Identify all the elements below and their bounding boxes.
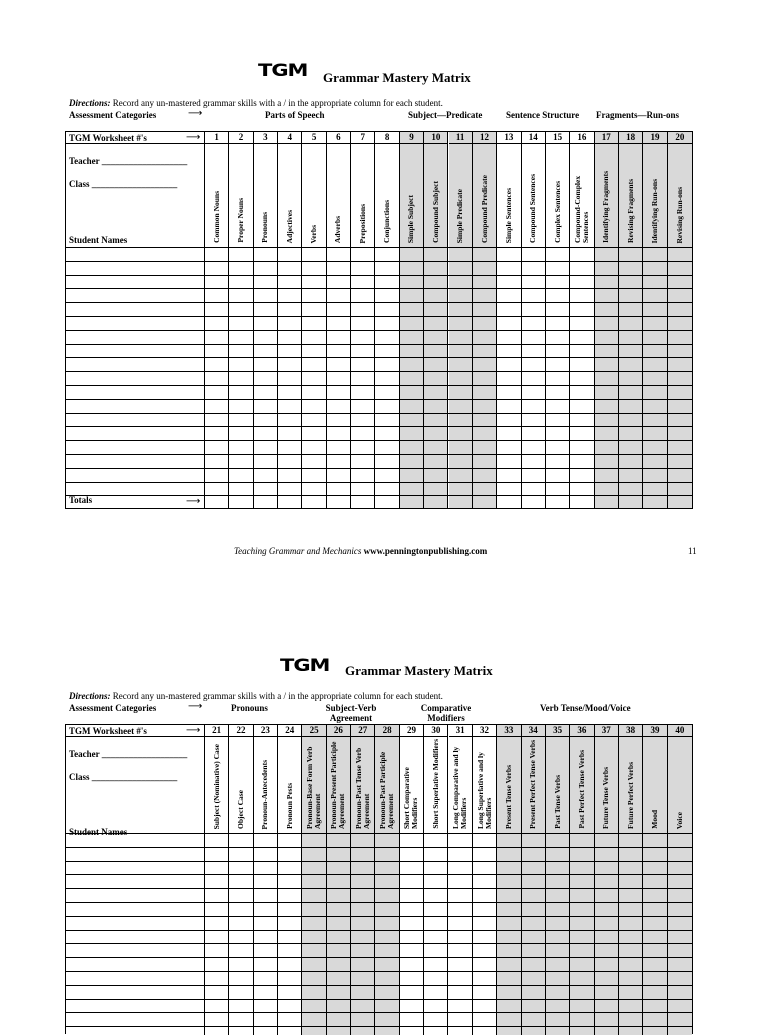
worksheet-number: 28 (375, 725, 398, 737)
teacher-field[interactable]: Teacher ___________________ (69, 749, 188, 759)
arrow-right-icon: ⟶ (186, 132, 201, 143)
worksheet-column (424, 725, 448, 1035)
matrix-grid (65, 724, 693, 1034)
skill-label: Mood (649, 810, 659, 829)
skill-label: Common Nouns (211, 191, 221, 243)
worksheet-column (570, 132, 594, 508)
student-row-line (66, 454, 692, 455)
student-row-line (66, 440, 692, 441)
skill-label: Voice (674, 811, 684, 829)
student-row-line (66, 833, 692, 834)
worksheet-number: 21 (205, 725, 228, 737)
student-row-line (66, 888, 692, 889)
skill-label: Simple Sentences (503, 187, 513, 243)
worksheet-column (278, 132, 302, 508)
student-row-line (66, 302, 692, 303)
skill-label: Short Superlative Modifiers (430, 739, 440, 829)
skill-label: Pronoun-Past Participle Agreement (378, 751, 396, 829)
skill-label: Future Tense Verbs (601, 767, 611, 829)
worksheet-column (327, 725, 351, 1035)
student-row-line (66, 495, 692, 496)
skill-label: Long Comparative and ly Modifiers (451, 746, 469, 829)
worksheet-column (302, 725, 326, 1035)
skill-label: Past Perfect Tense Verbs (576, 750, 586, 829)
worksheet-column (229, 725, 253, 1035)
student-row-line (66, 413, 692, 414)
skill-label: Long Superlative and ly Modifiers (475, 752, 493, 829)
student-name-column (66, 725, 205, 1035)
worksheet-number: 37 (595, 725, 618, 737)
directions-label: Directions: (69, 98, 111, 108)
worksheet-column (351, 132, 375, 508)
student-row-line (66, 957, 692, 958)
directions-text: Record any un-mastered grammar skills with a / in the appropriate column for each student. (112, 98, 443, 108)
worksheet-number: 1 (205, 132, 228, 144)
skill-label: Future Perfect Verbs (625, 762, 635, 829)
worksheet-column (351, 725, 375, 1035)
student-row-line (66, 999, 692, 1000)
worksheet-number: 19 (643, 132, 666, 144)
arrow-right-icon: ⟶ (188, 108, 203, 119)
student-row-line (66, 482, 692, 483)
skill-label: Compound Predicate (479, 175, 489, 243)
matrix-grid (65, 131, 693, 509)
worksheet-column (473, 725, 497, 1035)
skill-label: Adjectives (284, 209, 294, 243)
worksheet-number: 3 (254, 132, 277, 144)
worksheet-number: 32 (473, 725, 496, 737)
worksheet-number: 25 (302, 725, 325, 737)
worksheet-column (668, 725, 692, 1035)
directions (69, 98, 443, 108)
class-field[interactable]: Class ___________________ (69, 772, 178, 782)
student-row-line (66, 916, 692, 917)
assessment-categories-label: Assessment Categories (69, 110, 157, 120)
student-names-label: Student Names (69, 235, 128, 245)
category-label: Subject-Verb Agreement (325, 703, 377, 723)
skill-label: Pronoun-Present Participle Agreement (329, 741, 347, 829)
matrix-title: Grammar Mastery Matrix (345, 663, 493, 678)
worksheet-number: 26 (327, 725, 350, 737)
skill-label: Present Tense Verbs (503, 764, 513, 829)
worksheet-column (278, 725, 302, 1035)
category-label: Sentence Structure (506, 110, 580, 120)
worksheet-column (546, 725, 570, 1035)
worksheet-column (619, 725, 643, 1035)
category-label: Verb Tense/Mood/Voice (540, 703, 631, 713)
student-row-line (66, 247, 692, 248)
worksheet-column (546, 132, 570, 508)
skill-label: Verbs (309, 224, 319, 243)
directions-text: Record any un-mastered grammar skills with a / in the appropriate column for each student. (112, 691, 443, 701)
worksheet-number: 18 (619, 132, 642, 144)
student-row-line (66, 985, 692, 986)
worksheet-column (375, 725, 399, 1035)
student-row-line (66, 902, 692, 903)
skill-label: Prepositions (357, 203, 367, 243)
category-label: Pronouns (231, 703, 268, 713)
worksheet-number: 2 (229, 132, 252, 144)
student-row-line (66, 1012, 692, 1013)
worksheet-column (497, 725, 521, 1035)
teacher-field[interactable]: Teacher ___________________ (69, 156, 188, 166)
skill-label: Adverbs (333, 215, 343, 243)
page-footer (234, 546, 487, 556)
worksheet-number: 23 (254, 725, 277, 737)
skill-label: Present Perfect Tense Verbs (528, 740, 538, 829)
worksheet-column (473, 132, 497, 508)
worksheet-column (327, 132, 351, 508)
worksheet-column (229, 132, 253, 508)
book-title: Teaching Grammar and Mechanics (234, 546, 362, 556)
worksheet-column (497, 132, 521, 508)
worksheet-number: 11 (449, 132, 472, 144)
worksheet-number: 31 (449, 725, 472, 737)
worksheet-column (254, 725, 278, 1035)
skill-label: Simple Predicate (455, 188, 465, 243)
assessment-categories-label: Assessment Categories (69, 703, 157, 713)
page-number: 11 (688, 546, 697, 556)
worksheet-number: 9 (400, 132, 423, 144)
worksheet-column (570, 725, 594, 1035)
worksheet-number: 40 (668, 725, 692, 737)
student-row-line (66, 385, 692, 386)
student-row-line (66, 288, 692, 289)
student-row-line (66, 261, 692, 262)
skill-label: Conjunctions (382, 200, 392, 243)
student-row-line (66, 874, 692, 875)
worksheet-column (400, 132, 424, 508)
worksheet-number: 27 (351, 725, 374, 737)
worksheet-number: 36 (570, 725, 593, 737)
student-row-line (66, 971, 692, 972)
worksheet-label: TGM Worksheet #'s (69, 133, 147, 143)
worksheet-column (254, 132, 278, 508)
worksheet-number: 30 (424, 725, 447, 737)
worksheet-column (595, 132, 619, 508)
worksheet-number: 33 (497, 725, 520, 737)
worksheet-column (400, 725, 424, 1035)
worksheet-column (424, 132, 448, 508)
matrix-title: Grammar Mastery Matrix (323, 70, 471, 85)
worksheet-column (205, 132, 229, 508)
skill-label: Pronoun-Past Tense Verb Agreement (353, 747, 371, 829)
worksheet-column (302, 132, 326, 508)
skill-label: Subject (Nominative) Case (211, 743, 221, 829)
skill-label: Compound Subject (430, 181, 440, 243)
worksheet-number: 35 (546, 725, 569, 737)
student-row-line (66, 399, 692, 400)
skill-label: Proper Nouns (236, 198, 246, 243)
category-label: Subject—Predicate (408, 110, 483, 120)
worksheet-number: 20 (668, 132, 692, 144)
student-row-line (66, 943, 692, 944)
arrow-right-icon: ⟶ (188, 701, 203, 712)
skill-label: Pronoun-Antecedents (260, 759, 270, 829)
student-row-line (66, 371, 692, 372)
worksheet-number: 24 (278, 725, 301, 737)
skill-label: Compound Sentences (528, 174, 538, 243)
arrow-right-icon: ⟶ (186, 725, 201, 736)
arrow-right-icon: ⟶ (186, 496, 201, 507)
skill-label: Object Case (236, 790, 246, 829)
worksheet-number: 22 (229, 725, 252, 737)
publisher-url[interactable]: www.penningtonpublishing.com (363, 546, 488, 556)
worksheet-column (449, 132, 473, 508)
tgm-logo: TGM (280, 655, 330, 675)
worksheet-label: TGM Worksheet #'s (69, 726, 147, 736)
student-row-line (66, 330, 692, 331)
worksheet-column (643, 725, 667, 1035)
student-row-line (66, 861, 692, 862)
skill-label: Simple Subject (406, 194, 416, 243)
worksheet-number: 17 (595, 132, 618, 144)
worksheet-column (643, 132, 667, 508)
directions-label: Directions: (69, 691, 111, 701)
skill-label: Past Tense Verbs (552, 775, 562, 829)
skill-label: Revising Run-ons (674, 186, 684, 243)
student-row-line (66, 930, 692, 931)
skill-label: Compound-Complex Sentences (572, 175, 590, 243)
skill-label: Pronoun-Base Form Verb Agreement (305, 746, 323, 829)
worksheet-number: 15 (546, 132, 569, 144)
skill-label: Identifying Fragments (601, 171, 611, 243)
category-label: Parts of Speech (265, 110, 325, 120)
worksheet-column (522, 725, 546, 1035)
skill-label: Complex Sentences (552, 181, 562, 243)
student-names-label: Student Names (69, 827, 128, 837)
worksheet-column (668, 132, 692, 508)
worksheet-column (449, 725, 473, 1035)
worksheet-column (595, 725, 619, 1035)
student-row-line (66, 468, 692, 469)
worksheet-number: 10 (424, 132, 447, 144)
skill-label: Revising Fragments (625, 179, 635, 243)
category-label: Fragments—Run-ons (596, 110, 680, 120)
student-row-line (66, 357, 692, 358)
worksheet-column (375, 132, 399, 508)
worksheet-number: 8 (375, 132, 398, 144)
tgm-logo: TGM (258, 60, 308, 80)
skill-label: Pronouns (260, 212, 270, 243)
student-row-line (66, 426, 692, 427)
student-row-line (66, 344, 692, 345)
skill-label: Identifying Run-ons (649, 178, 659, 243)
worksheet-number: 39 (643, 725, 666, 737)
worksheet-column (619, 132, 643, 508)
directions (69, 691, 443, 701)
worksheet-number: 13 (497, 132, 520, 144)
student-row-line (66, 316, 692, 317)
worksheet-number: 4 (278, 132, 301, 144)
worksheet-column (205, 725, 229, 1035)
worksheet-number: 34 (522, 725, 545, 737)
worksheet-column (522, 132, 546, 508)
worksheet-number: 29 (400, 725, 423, 737)
skill-label: Pronoun Pests (284, 783, 294, 829)
worksheet-number: 7 (351, 132, 374, 144)
student-row-line (66, 1026, 692, 1027)
class-field[interactable]: Class ___________________ (69, 179, 178, 189)
worksheet-number: 6 (327, 132, 350, 144)
student-name-column (66, 132, 205, 508)
worksheet-number: 16 (570, 132, 593, 144)
category-label: Comparative Modifiers (420, 703, 472, 723)
totals-label: Totals (69, 495, 93, 505)
student-row-line (66, 275, 692, 276)
student-row-line (66, 847, 692, 848)
skill-label: Short Comparative Modifiers (402, 767, 420, 829)
worksheet-number: 14 (522, 132, 545, 144)
worksheet-number: 38 (619, 725, 642, 737)
worksheet-number: 12 (473, 132, 496, 144)
worksheet-number: 5 (302, 132, 325, 144)
